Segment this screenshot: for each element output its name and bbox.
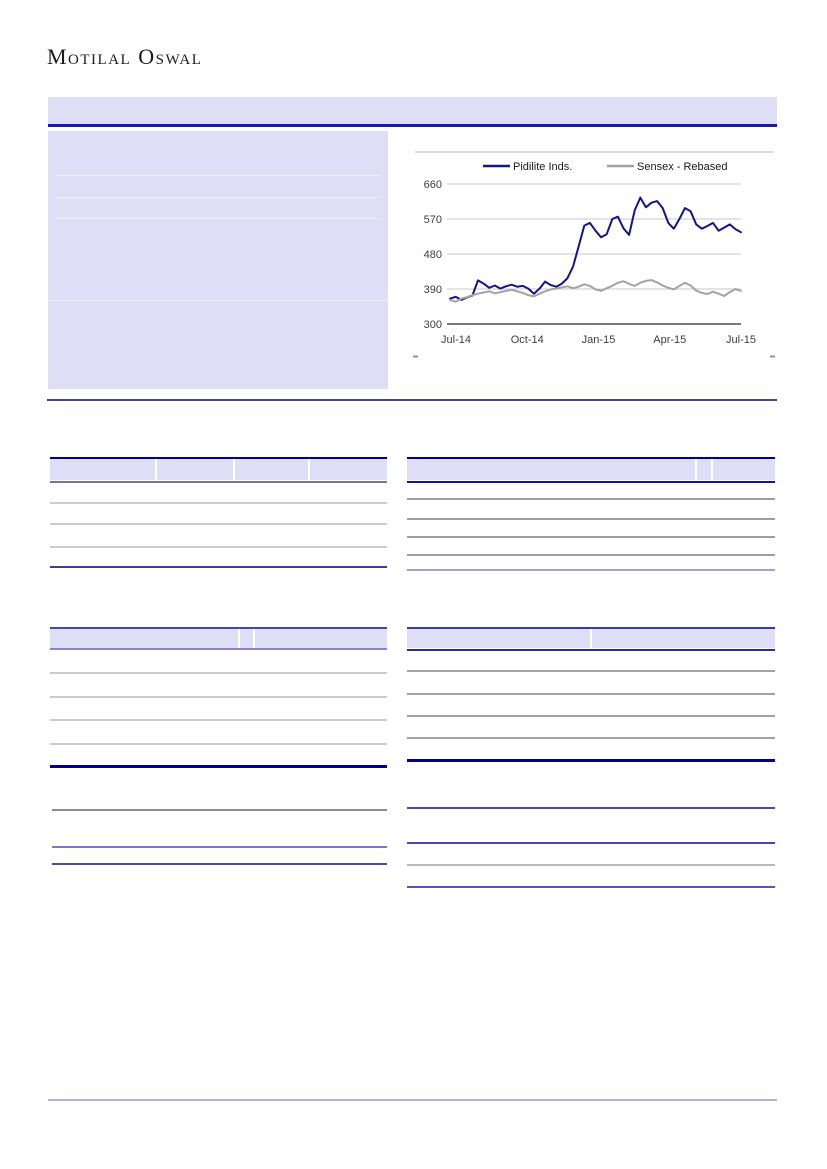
table3-row-line: [50, 719, 387, 721]
motilal-oswal-logo: Motilal Oswal: [47, 44, 203, 69]
table1-header: [50, 459, 387, 480]
table3-total-line: [52, 863, 387, 865]
table4-row-line: [407, 693, 775, 695]
summary-separator: [56, 175, 380, 176]
footer-rule: [48, 1099, 777, 1101]
x-axis-tick: Oct-14: [510, 334, 544, 346]
table2-bottom-border: [407, 569, 775, 571]
table1-row-line: [50, 502, 387, 504]
table4-total-line: [407, 864, 775, 866]
legend-label: Sensex - Rebased: [637, 161, 728, 173]
table3-bottom-border: [50, 765, 387, 768]
table1-col-divider: [233, 459, 235, 480]
table4-header: [407, 629, 775, 648]
table4-row-line: [407, 715, 775, 717]
table4-total-line: [407, 807, 775, 809]
x-axis-tick: Jul-14: [441, 334, 471, 346]
table4-row-line: [407, 737, 775, 739]
table1-col-divider: [155, 459, 157, 480]
title-banner: [48, 97, 777, 127]
table3-total-line: [52, 809, 387, 811]
table2-row-line: [407, 536, 775, 538]
price-chart-svg: [413, 145, 775, 358]
table1-row-line: [50, 523, 387, 525]
table3-header-rule: [50, 648, 387, 650]
table1-col-divider: [308, 459, 310, 480]
y-axis-tick: 480: [423, 249, 442, 261]
table4-header-rule: [407, 649, 775, 651]
table1-bottom-border: [50, 566, 387, 568]
series-line-sensex-rebased: [450, 280, 741, 302]
table4-total-line: [407, 886, 775, 888]
summary-separator: [56, 197, 380, 198]
table3-col-divider: [238, 629, 240, 648]
table3-header: [50, 629, 387, 648]
table2-col-divider: [711, 459, 713, 480]
table3-row-line: [50, 696, 387, 698]
table2-col-divider: [695, 459, 697, 480]
table1-row-line: [50, 546, 387, 548]
table4-row-line: [407, 670, 775, 672]
section-divider: [47, 399, 777, 401]
table2-row-line: [407, 554, 775, 556]
y-axis-tick: 390: [423, 284, 442, 296]
x-axis-tick: Jul-15: [726, 334, 756, 346]
series-line-pidilite-inds-: [450, 198, 741, 300]
legend-label: Pidilite Inds.: [513, 161, 573, 173]
table4-total-line: [407, 842, 775, 844]
y-axis-tick: 660: [423, 179, 442, 191]
summary-box: [48, 131, 388, 389]
table4-col-divider: [590, 629, 592, 648]
y-axis-tick: 570: [423, 214, 442, 226]
y-axis-tick: 300: [423, 319, 442, 331]
table1-header-rule: [50, 481, 387, 483]
x-axis-tick: Jan-15: [581, 334, 616, 346]
table2-row-line: [407, 498, 775, 500]
summary-separator: [56, 218, 380, 219]
table2-row-line: [407, 518, 775, 520]
table2-header-rule: [407, 481, 775, 483]
table3-total-line: [52, 846, 387, 848]
table2-header: [407, 459, 775, 480]
table3-row-line: [50, 743, 387, 745]
summary-separator: [48, 300, 388, 301]
table3-row-line: [50, 672, 387, 674]
x-axis-tick: Apr-15: [653, 334, 687, 346]
table4-bottom-border: [407, 759, 775, 762]
table3-col-divider: [253, 629, 255, 648]
price-chart: [413, 145, 775, 358]
